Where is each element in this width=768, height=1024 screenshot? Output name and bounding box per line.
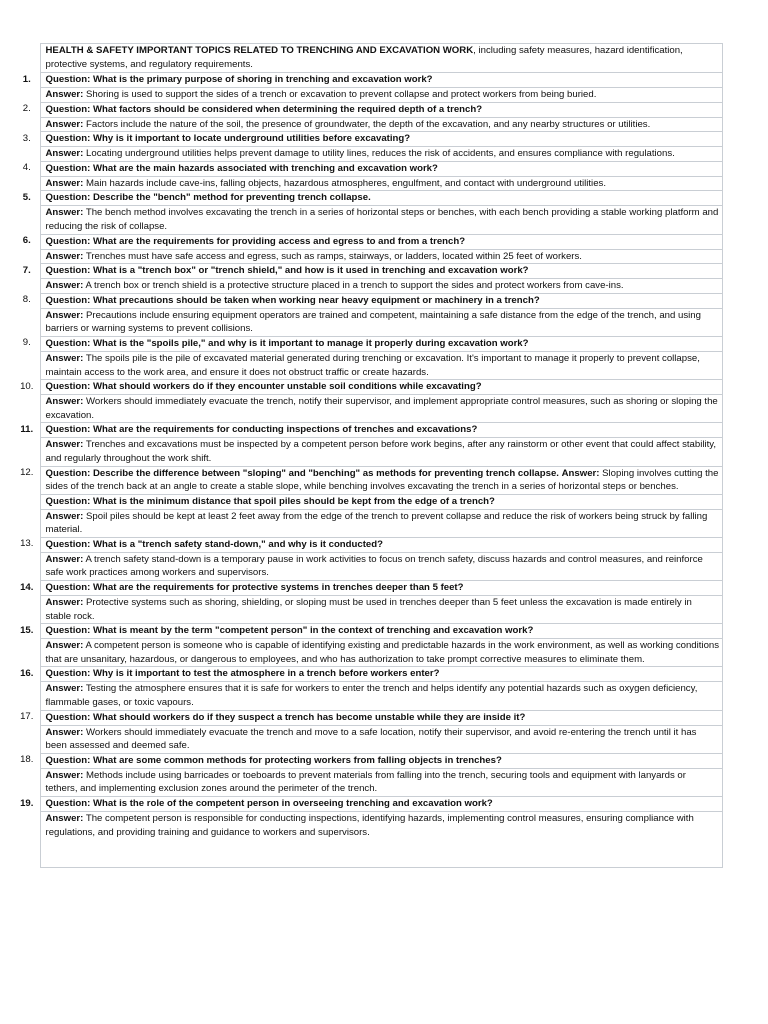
answer-row bbox=[14, 596, 722, 624]
answer-label: Answer: bbox=[45, 396, 84, 408]
question-text: Describe the "bench" method for preventing trench collapse. bbox=[92, 192, 371, 204]
question-number: 7. bbox=[22, 264, 31, 276]
answer-label: Answer: bbox=[45, 89, 84, 100]
question-text: What precautions should be taken when working near heavy equipment or machinery in a trench? bbox=[92, 294, 540, 306]
answer-label: Answer: bbox=[45, 118, 84, 130]
answer-label: Answer: bbox=[45, 148, 84, 160]
answer-label: Answer: bbox=[45, 553, 84, 565]
question-cell bbox=[40, 537, 722, 552]
answer-text: The bench method involves excavating the trench in a series of horizontal steps or benches, with each bench providing a stable working platform and reducing the risk of collapse. bbox=[45, 207, 719, 232]
answer-text: Spoil piles should be kept at least 2 feet away from the edge of the trench to prevent collapse and reduce the risk of workers being struck by falling material. bbox=[45, 510, 708, 536]
question-row bbox=[14, 264, 722, 279]
question-cell bbox=[40, 753, 722, 768]
question-number: 13. bbox=[20, 538, 34, 550]
answer-cell bbox=[40, 725, 722, 753]
answer-cell bbox=[40, 351, 722, 379]
answer-text: Trenches and excavations must be inspected by a competent person before work begins, after any rainstorm or other event that could affect stability, and regularly throughout the work shift. bbox=[45, 439, 717, 464]
question-text: What is the role of the competent person in overseeing trenching and excavation work? bbox=[92, 798, 493, 809]
answer-row bbox=[14, 206, 722, 234]
answer-row bbox=[14, 682, 722, 710]
answer-row bbox=[14, 438, 722, 466]
question-label: Question: bbox=[45, 162, 91, 174]
answer-cell bbox=[40, 768, 722, 796]
question-cell bbox=[40, 73, 722, 88]
answer-label: Answer: bbox=[45, 250, 84, 262]
question-cell bbox=[40, 102, 722, 117]
answer-cell bbox=[40, 552, 722, 580]
answer-label: Answer: bbox=[45, 280, 84, 292]
question-label: Question: bbox=[45, 103, 91, 115]
question-number: 9. bbox=[22, 337, 31, 349]
question-cell bbox=[40, 336, 722, 351]
answer-text: The spoils pile is the pile of excavated material generated during trenching or excavation. It's important to manage it properly to prevent collapse, maintain access to the work area, and ensure it does not obstruct traffic or create hazards. bbox=[45, 352, 700, 378]
question-text: What factors should be considered when determining the required depth of a trench? bbox=[92, 103, 483, 115]
answer-label: Answer: bbox=[45, 813, 84, 824]
answer-label: Answer: bbox=[561, 467, 600, 479]
answer-text: Protective systems such as shoring, shielding, or sloping must be used in trenches deeper than 5 feet unless the excavation is made entirely in stable rock. bbox=[45, 597, 692, 622]
question-row bbox=[14, 423, 722, 438]
document-page bbox=[14, 43, 722, 868]
question-row bbox=[14, 73, 722, 88]
question-row bbox=[14, 667, 722, 682]
answer-text: Methods include using barricades or toeboards to prevent materials from falling into the trench, securing tools and equipment with lanyards or tethers, and implementing exclusion zones around the perimeter of the trench. bbox=[45, 769, 686, 795]
answer-label: Answer: bbox=[45, 352, 84, 364]
question-cell bbox=[40, 710, 722, 725]
question-number: 17. bbox=[20, 711, 34, 723]
question-number: 1. bbox=[22, 73, 31, 85]
question-label: Question: bbox=[45, 625, 91, 637]
answer-row bbox=[14, 308, 722, 336]
question-text: What should workers do if they suspect a trench has become unstable while they are inside it? bbox=[92, 711, 526, 723]
answer-label: Answer: bbox=[45, 439, 84, 451]
question-text: What are the requirements for conducting inspections of trenches and excavations? bbox=[92, 424, 478, 436]
answer-cell bbox=[40, 88, 722, 103]
answer-text: A competent person is someone who is capable of identifying existing and predictable hazards in the work environment, as well as working conditions that are unsanitary, hazardous, or dangerous to employees, and who has authorization to take prompt corrective measures to eliminate them. bbox=[45, 640, 720, 665]
question-cell bbox=[40, 132, 722, 147]
answer-cell bbox=[40, 395, 722, 423]
question-label: Question: bbox=[45, 192, 91, 204]
question-number: 8. bbox=[22, 294, 31, 306]
question-text: What is the "spoils pile," and why is it important to manage it properly during excavation work? bbox=[92, 337, 529, 349]
answer-row bbox=[14, 509, 722, 537]
question-number: 10. bbox=[20, 380, 34, 392]
question-text: What are some common methods for protecting workers from falling objects in trenches? bbox=[92, 754, 502, 766]
question-text: What is a "trench box" or "trench shield," and how is it used in trenching and excavation work? bbox=[92, 265, 529, 277]
header-row bbox=[14, 44, 722, 73]
answer-text: Workers should immediately evacuate the trench and move to a safe location, notify their supervisor, and avoid re-entering the trench until it has been assessed and deemed safe. bbox=[45, 726, 697, 752]
question-number: 2. bbox=[22, 103, 31, 115]
question-label: Question: bbox=[45, 798, 91, 809]
answer-row bbox=[14, 552, 722, 580]
answer-text: Trenches must have safe access and egress, such as ramps, stairways, or ladders, located within 25 feet of workers. bbox=[85, 250, 582, 262]
question-row bbox=[14, 710, 722, 725]
answer-text: Workers should immediately evacuate the trench, notify their supervisor, and implement appropriate control measures, such as shoring or sloping the excavation. bbox=[45, 396, 718, 421]
question-row bbox=[14, 494, 722, 509]
qa-table bbox=[14, 43, 723, 868]
question-row bbox=[14, 797, 722, 812]
question-row bbox=[14, 537, 722, 552]
question-text: Why is it important to locate underground utilities before excavating? bbox=[92, 133, 411, 145]
answer-label: Answer: bbox=[45, 597, 84, 609]
header-cell bbox=[40, 44, 722, 73]
question-row bbox=[14, 132, 722, 147]
blank-space bbox=[46, 839, 720, 867]
answer-row bbox=[14, 279, 722, 294]
answer-row bbox=[14, 639, 722, 667]
answer-text: Main hazards include cave-ins, falling objects, hazardous atmospheres, engulfment, and contact with underground utilities. bbox=[86, 177, 606, 189]
question-label: Question: bbox=[45, 467, 91, 479]
question-cell bbox=[40, 667, 722, 682]
question-text: What should workers do if they encounter unstable soil conditions while excavating? bbox=[92, 381, 482, 393]
answer-cell bbox=[40, 509, 722, 537]
question-number: 6. bbox=[22, 235, 31, 247]
answer-cell bbox=[40, 117, 722, 132]
question-row bbox=[14, 753, 722, 768]
question-cell bbox=[40, 466, 722, 494]
answer-label: Answer: bbox=[45, 177, 84, 189]
question-row bbox=[14, 293, 722, 308]
answer-row bbox=[14, 768, 722, 796]
question-number: 4. bbox=[22, 162, 31, 174]
question-number: 14. bbox=[20, 581, 34, 593]
answer-row bbox=[14, 147, 722, 162]
question-cell bbox=[40, 624, 722, 639]
question-text: Describe the difference between "sloping" and "benching" as methods for preventing trench collapse. bbox=[92, 467, 559, 479]
question-cell bbox=[40, 494, 722, 509]
question-cell bbox=[40, 191, 722, 206]
question-label: Question: bbox=[45, 668, 91, 680]
question-label: Question: bbox=[45, 754, 91, 766]
answer-label: Answer: bbox=[45, 726, 84, 738]
answer-text: Sloping involves cutting the sides of the trench back at an angle to create a stable slope, while benching involves excavating the trench in a series of horizontal steps or benches. bbox=[45, 467, 719, 493]
question-text: What are the requirements for protective systems in trenches deeper than 5 feet? bbox=[92, 582, 464, 594]
question-cell bbox=[40, 423, 722, 438]
question-row bbox=[14, 191, 722, 206]
question-text: What are the requirements for providing access and egress to and from a trench? bbox=[92, 235, 466, 247]
question-label: Question: bbox=[45, 337, 91, 349]
answer-text: Precautions include ensuring equipment operators are trained and competent, maintaining a safe distance from the edge of the trench, and using barriers or warning systems to prevent collisions. bbox=[45, 309, 701, 335]
answer-row bbox=[14, 725, 722, 753]
answer-text: Factors include the nature of the soil, the presence of groundwater, the depth of the excavation, and any nearby structures or utilities. bbox=[86, 118, 651, 130]
answer-cell bbox=[40, 596, 722, 624]
question-label: Question: bbox=[45, 538, 91, 550]
answer-row bbox=[14, 117, 722, 132]
question-text: What is the minimum distance that spoil piles should be kept from the edge of a trench? bbox=[92, 495, 495, 507]
answer-row bbox=[14, 88, 722, 103]
question-cell bbox=[40, 293, 722, 308]
answer-row bbox=[14, 249, 722, 264]
answer-cell bbox=[40, 682, 722, 710]
question-number: 5. bbox=[22, 191, 31, 203]
answer-label: Answer: bbox=[45, 640, 84, 652]
answer-cell bbox=[40, 812, 722, 868]
question-cell bbox=[40, 161, 722, 176]
question-label: Question: bbox=[45, 294, 91, 306]
answer-label: Answer: bbox=[45, 510, 84, 522]
answer-label: Answer: bbox=[45, 769, 84, 781]
answer-label: Answer: bbox=[45, 683, 84, 695]
question-label: Question: bbox=[45, 381, 91, 393]
question-row bbox=[14, 581, 722, 596]
answer-cell bbox=[40, 206, 722, 234]
answer-cell bbox=[40, 279, 722, 294]
question-number: 19. bbox=[20, 797, 34, 809]
answer-row bbox=[14, 812, 722, 868]
question-text: What is a "trench safety stand-down," and why is it conducted? bbox=[92, 538, 383, 550]
question-cell bbox=[40, 380, 722, 395]
question-text: What is the primary purpose of shoring in trenching and excavation work? bbox=[92, 74, 433, 85]
question-cell bbox=[40, 797, 722, 812]
question-number: 15. bbox=[20, 624, 34, 636]
question-text: What is meant by the term "competent person" in the context of trenching and excavation work? bbox=[92, 625, 534, 637]
question-text: Why is it important to test the atmosphere in a trench before workers enter? bbox=[92, 668, 440, 680]
question-row bbox=[14, 102, 722, 117]
question-number: 12. bbox=[20, 467, 34, 478]
question-label: Question: bbox=[45, 424, 91, 436]
question-row bbox=[14, 234, 722, 249]
question-cell bbox=[40, 264, 722, 279]
document-title-continuation: , including safety measures, hazard identification, protective systems, and regulatory requirements. bbox=[45, 45, 683, 70]
question-label: Question: bbox=[45, 74, 91, 85]
question-number: 18. bbox=[20, 754, 34, 766]
question-label: Question: bbox=[45, 133, 91, 145]
answer-cell bbox=[40, 147, 722, 162]
answer-label: Answer: bbox=[45, 207, 84, 219]
document-title: HEALTH & SAFETY IMPORTANT TOPICS RELATED TO TRENCHING AND EXCAVATION WORK bbox=[45, 45, 474, 56]
question-number bbox=[14, 494, 40, 509]
answer-cell bbox=[40, 639, 722, 667]
answer-label: Answer: bbox=[45, 309, 84, 321]
question-label: Question: bbox=[45, 265, 91, 277]
question-number: 3. bbox=[22, 132, 31, 144]
answer-cell bbox=[40, 308, 722, 336]
question-number: 11. bbox=[20, 423, 34, 435]
question-row bbox=[14, 161, 722, 176]
answer-row bbox=[14, 176, 722, 191]
question-label: Question: bbox=[45, 711, 91, 723]
answer-cell bbox=[40, 249, 722, 264]
question-label: Question: bbox=[45, 495, 91, 507]
answer-text: A trench box or trench shield is a protective structure placed in a trench to support the sides and protect workers from cave-ins. bbox=[85, 280, 624, 292]
question-row bbox=[14, 380, 722, 395]
question-cell bbox=[40, 234, 722, 249]
question-text: What are the main hazards associated with trenching and excavation work? bbox=[92, 162, 438, 174]
question-row bbox=[14, 624, 722, 639]
question-cell bbox=[40, 581, 722, 596]
answer-row bbox=[14, 351, 722, 379]
answer-text: Locating underground utilities helps prevent damage to utility lines, reduces the risk of accidents, and ensures compliance with regulations. bbox=[86, 148, 675, 160]
answer-row bbox=[14, 395, 722, 423]
question-label: Question: bbox=[45, 582, 91, 594]
question-row bbox=[14, 336, 722, 351]
answer-cell bbox=[40, 176, 722, 191]
answer-cell bbox=[40, 438, 722, 466]
question-number: 16. bbox=[20, 667, 34, 679]
answer-text: A trench safety stand-down is a temporary pause in work activities to focus on trench safety, discuss hazards and control measures, and reinforce safe work practices among workers and supervisors. bbox=[45, 553, 703, 579]
answer-text: Testing the atmosphere ensures that it is safe for workers to enter the trench and helps identify any potential hazards such as oxygen deficiency, flammable gases, or toxic vapours. bbox=[45, 683, 698, 709]
question-row bbox=[14, 466, 722, 494]
answer-text: Shoring is used to support the sides of a trench or excavation to prevent collapse and protect workers from being buried. bbox=[86, 89, 597, 100]
answer-text: The competent person is responsible for conducting inspections, identifying hazards, implementing control measures, ensuring compliance with regulations, and providing training and guidance to workers and supervisors. bbox=[45, 813, 694, 838]
question-label: Question: bbox=[45, 235, 91, 247]
